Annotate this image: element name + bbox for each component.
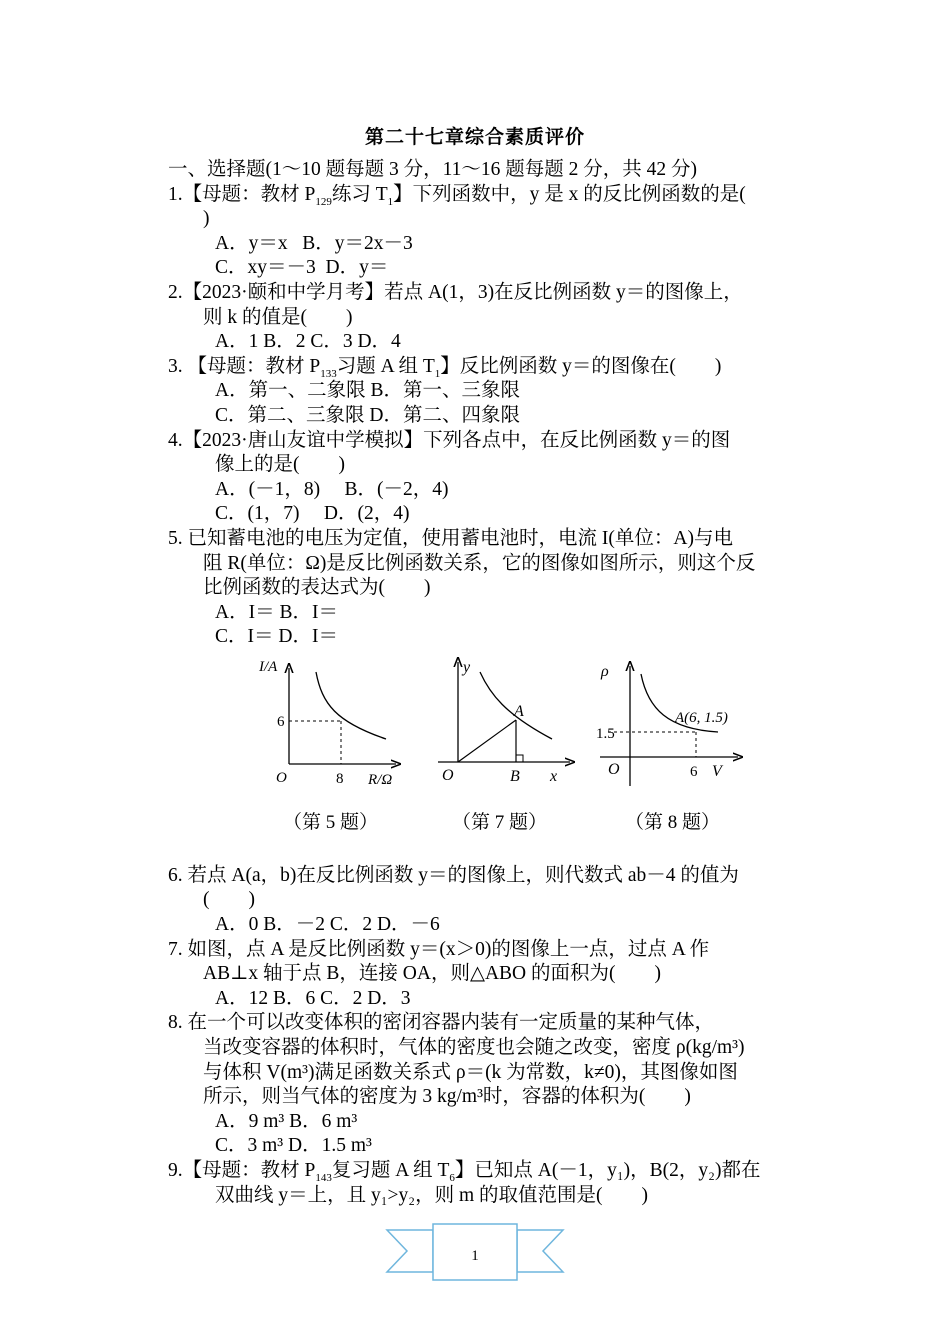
fig5-x-label: R/Ω <box>368 771 393 788</box>
fig5-x-tick: 8 <box>336 770 344 787</box>
question-2-options: A．1 B．2 C．3 D．4 <box>215 331 401 353</box>
question-1-stem: 1.【母题：教材 $P_{129}$练习 $T_1$】下列函数中，y 是 x 的反比例函数的是( <box>168 183 746 208</box>
figure-8-graph <box>588 654 778 804</box>
figure-5-graph <box>256 654 406 804</box>
fig8-origin: O <box>608 760 620 778</box>
question-6-stem: 6. 若点 A(a，b)在反比例函数 y＝的图像上，则代数式 ab－4 的值为 <box>168 864 739 886</box>
question-4-options-ab: A．(－1，8) B．(－2，4) <box>215 478 449 500</box>
question-4-stem-cont: 像上的是( ) <box>215 454 345 476</box>
fig7-origin: O <box>442 766 454 784</box>
page-footer <box>385 1222 565 1284</box>
fig5-y-label: I/A <box>259 658 278 675</box>
fig7-right-angle <box>516 755 523 762</box>
question-4-stem: 4.【2023·唐山友谊中学模拟】下列各点中，在反比例函数 y＝的图 <box>168 429 731 451</box>
question-5-stem: 5. 已知蓄电池的电压为定值，使用蓄电池时，电流 I(单位：A)与电 <box>168 527 733 549</box>
question-9-stem-cont: 双曲线 y＝上，且 y₁>y₂，则 m 的取值范围是( ) <box>215 1184 648 1206</box>
question-7-options: A．12 B．6 C．2 D．3 <box>215 987 411 1009</box>
question-3-stem: 3. 【母题：教材 $P_{133}$习题 A 组 $T_1$】反比例函数 y＝的图像在( ) <box>168 355 722 380</box>
fig7-segment-oa <box>458 720 516 762</box>
fig8-y-label: ρ <box>601 662 609 680</box>
fig5-origin: O <box>276 769 287 786</box>
question-9-stem: 9.【母题：教材 $P_{143}$复习题 A 组 $T_6$】已知点 A(－1，y₁)，B(2，y₂)都在 <box>168 1160 761 1184</box>
fig8-x-tick: 6 <box>690 763 698 780</box>
question-2-stem-cont: 则 k 的值是( ) <box>203 306 353 328</box>
question-8-stem-cont: 当改变容器的体积时，气体的密度也会随之改变，密度 ρ(kg/m³) <box>203 1037 745 1059</box>
question-5-stem-cont2: 比例函数的表达式为( ) <box>203 577 431 599</box>
fig8-x-label: V <box>712 762 722 780</box>
question-6-stem-cont: ( ) <box>203 889 255 911</box>
question-8-options-cd: C．3 m³ D．1.5 m³ <box>215 1135 372 1157</box>
question-5-options-cd: C．I＝ D．I＝ <box>215 626 338 648</box>
fig7-point-a: A <box>514 702 524 720</box>
question-3-options-ab: A．第一、二象限 B．第一、三象限 <box>215 380 520 402</box>
question-8-stem: 8. 在一个可以改变体积的密闭容器内装有一定质量的某种气体， <box>168 1012 715 1034</box>
fig5-curve <box>316 672 386 739</box>
question-1-options-ab: A．y＝x B．y＝2x－3 <box>215 232 413 254</box>
fig8-y-tick: 1.5 <box>596 725 615 742</box>
question-5-stem-cont: 阻 R(单位：Ω)是反比例函数关系，它的图像如图所示，则这个反 <box>203 552 756 574</box>
question-7-stem: 7. 如图，点 A 是反比例函数 y＝(x＞0)的图像上一点，过点 A 作 <box>168 938 710 960</box>
fig8-point-a: A(6, 1.5) <box>675 709 728 726</box>
figure-8-caption: （第 8 题） <box>625 811 721 833</box>
fig7-x-label: x <box>550 767 558 785</box>
question-1-stem-cont: ) <box>203 208 210 230</box>
figure-7-graph <box>430 654 580 804</box>
figure-7-caption: （第 7 题） <box>452 811 548 833</box>
fig7-point-b: B <box>510 767 520 785</box>
fig5-y-tick: 6 <box>277 713 285 730</box>
question-8-stem-cont3: 所示，则当气体的密度为 3 kg/m³时，容器的体积为( ) <box>203 1086 691 1108</box>
page-title: 第二十七章综合素质评价 <box>364 127 585 148</box>
question-6-options: A．0 B．－2 C．2 D．－6 <box>215 914 440 936</box>
question-list <box>168 158 813 1208</box>
figure-5-caption: （第 5 题） <box>283 811 379 833</box>
question-2-stem: 2.【2023·颐和中学月考】若点 A(1，3)在反比例函数 y＝的图像上， <box>168 281 743 303</box>
figures-row <box>168 654 813 864</box>
section-header: 一、选择题(1～10 题每题 3 分，11～16 题每题 2 分，共 42 分) <box>168 159 698 180</box>
page-number: 1 <box>471 1248 479 1264</box>
question-3-options-cd: C．第二、三象限 D．第二、四象限 <box>215 404 520 426</box>
question-5-options-ab: A．I＝ B．I＝ <box>215 601 338 623</box>
question-7-stem-cont: AB⊥x 轴于点 B，连接 OA，则△ABO 的面积为( ) <box>203 963 662 985</box>
question-1-options-cd: C．xy＝－3 D．y＝ <box>215 257 389 279</box>
question-8-options-ab: A．9 m³ B．6 m³ <box>215 1110 358 1132</box>
question-4-options-cd: C．(1，7) D．(2，4) <box>215 503 410 525</box>
question-8-stem-cont2: 与体积 V(m³)满足函数关系式 ρ＝(k 为常数，k≠0)，其图像如图 <box>203 1061 738 1083</box>
fig7-y-label: y <box>463 658 471 676</box>
